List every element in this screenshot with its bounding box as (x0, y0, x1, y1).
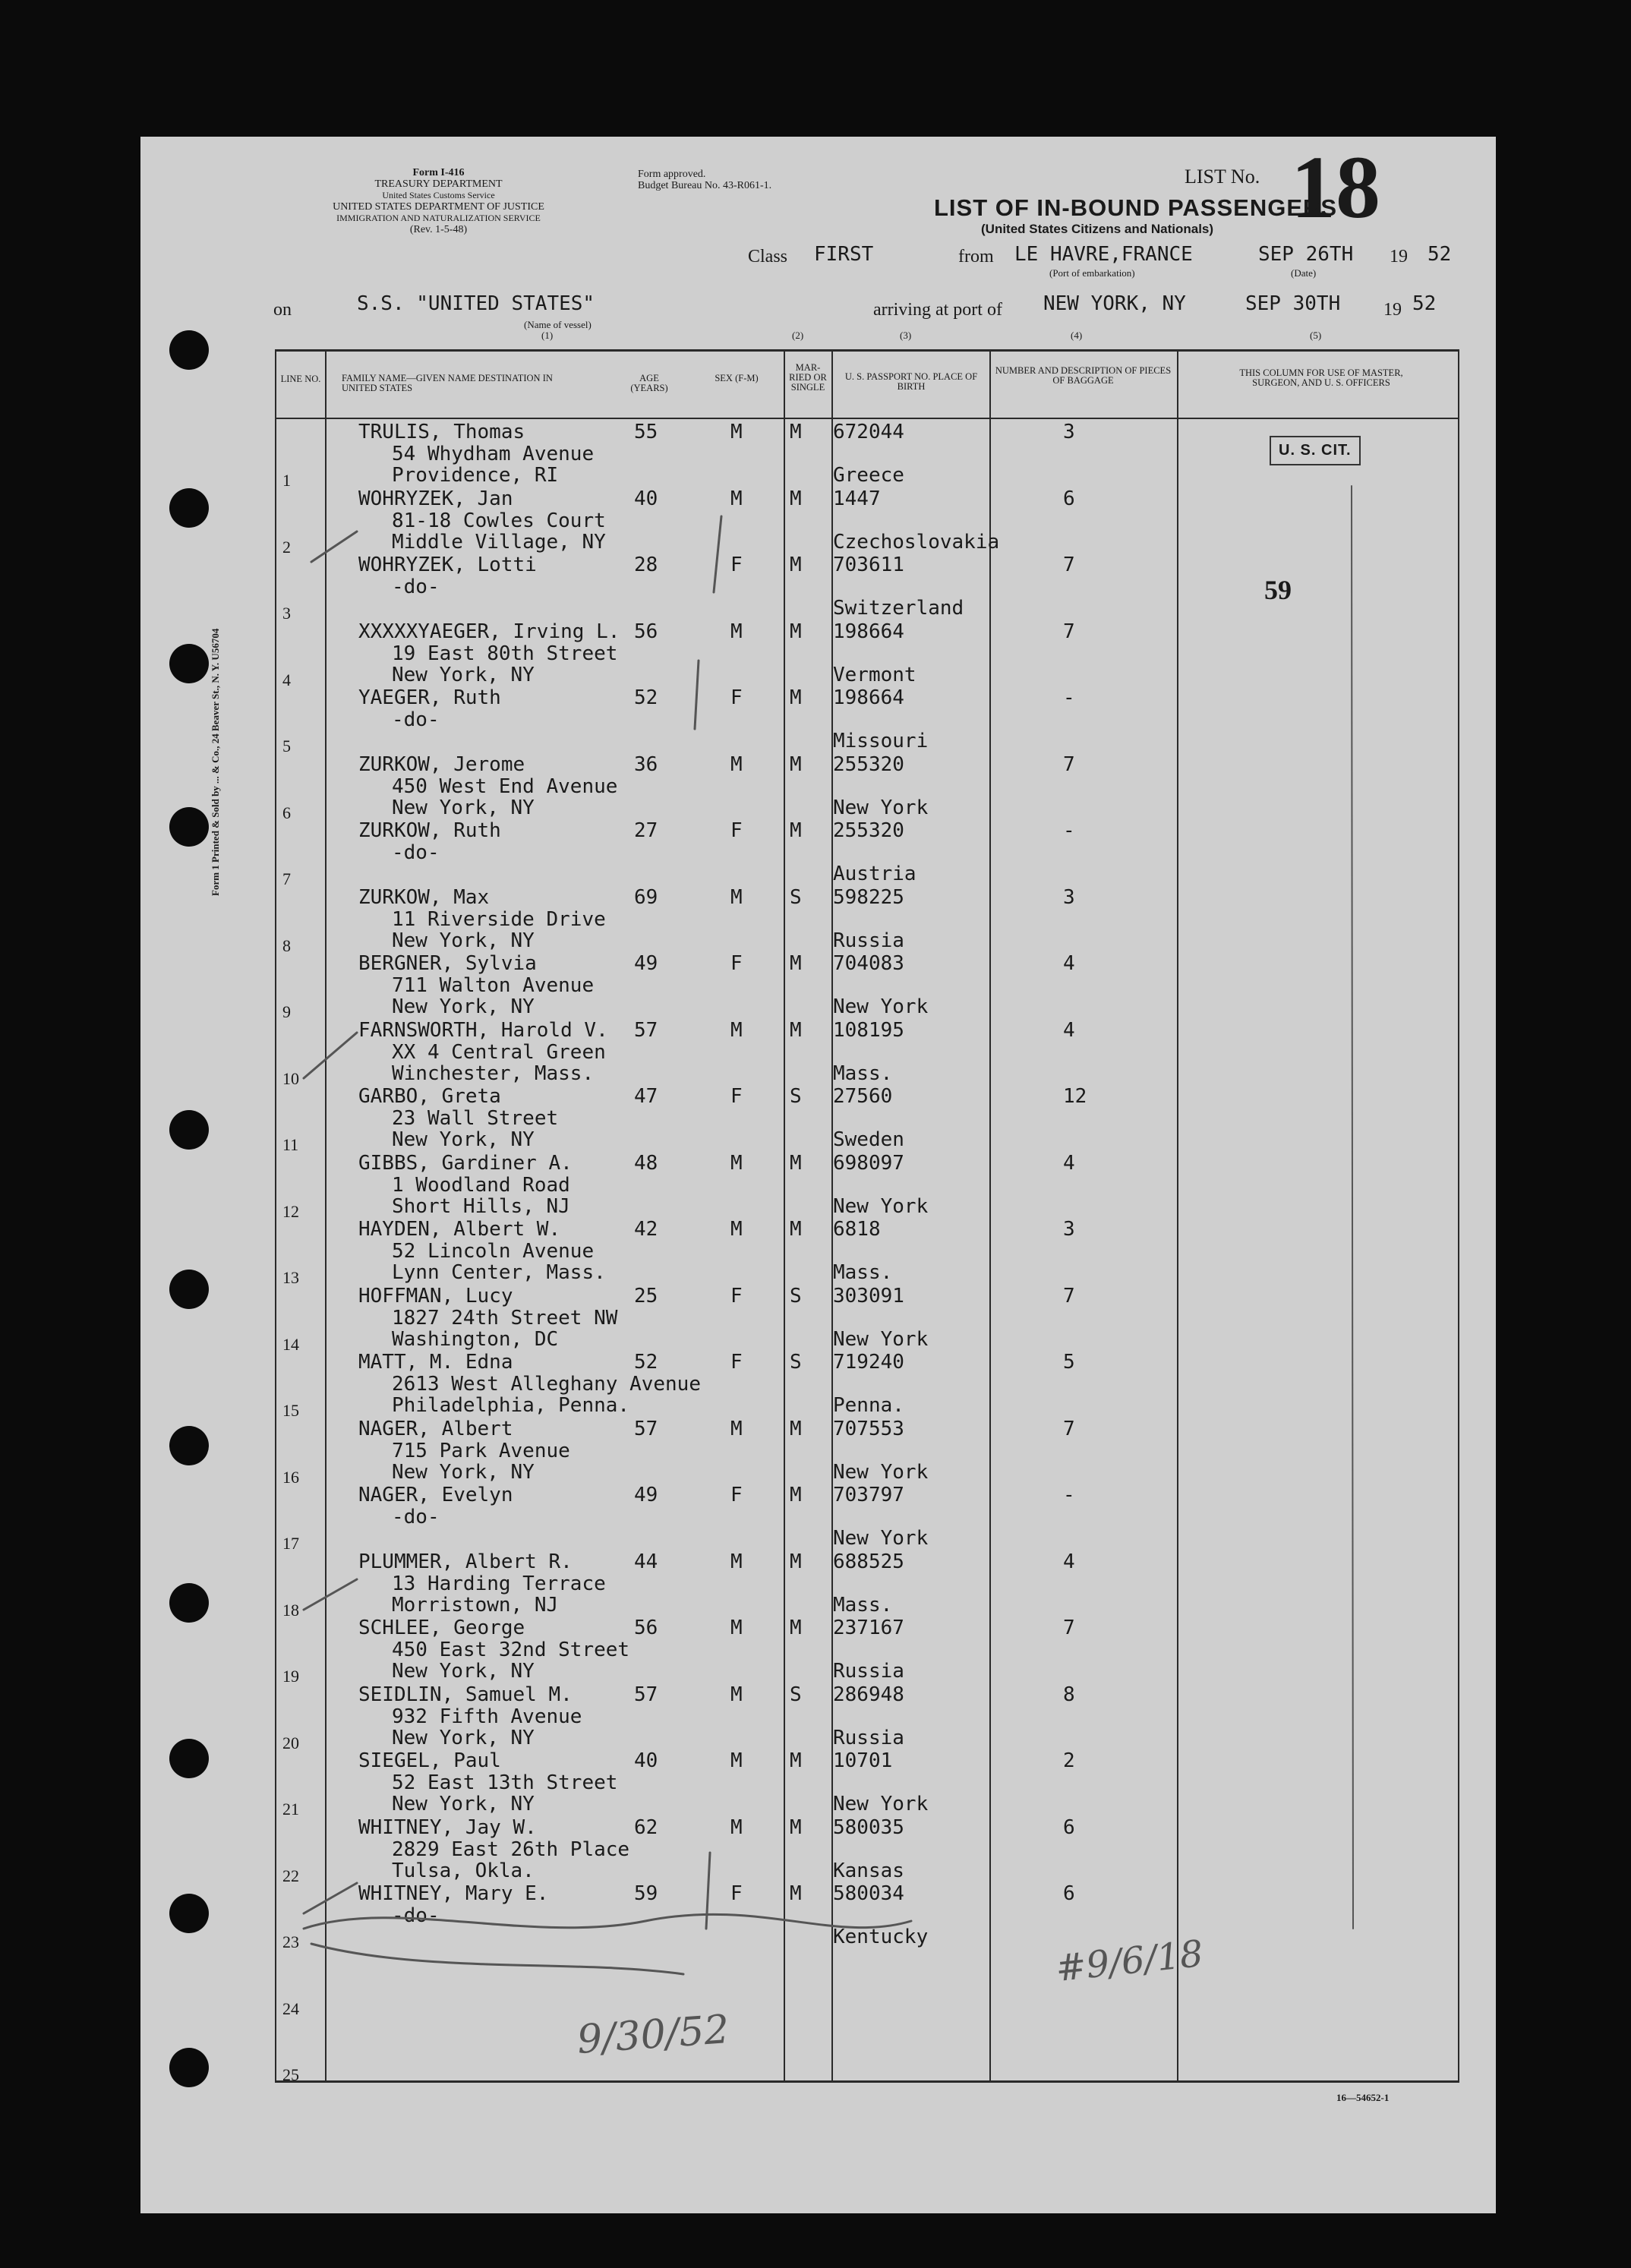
header-officers: THIS COLUMN FOR USE OF MASTER, SURGEON, AND U. S. OFFICERS (1239, 367, 1403, 388)
line-number: 22 (282, 1866, 299, 1885)
address-line-1: 13 Harding Terrace (392, 1572, 606, 1595)
marital-status: M (790, 819, 802, 842)
place-of-birth: Russia (833, 1660, 904, 1683)
passenger-count: 59 (1264, 575, 1292, 605)
header-age: AGE (YEARS) (630, 373, 668, 393)
passport-number: 255320 (833, 752, 904, 776)
header-passport: U. S. PASSPORT NO. PLACE OF BIRTH (844, 371, 978, 392)
baggage-count: 8 (1063, 1683, 1075, 1706)
check-mark (706, 1853, 710, 1929)
col-num-5: (5) (1310, 330, 1322, 341)
passenger-sex: M (730, 487, 743, 510)
baggage-count: 7 (1063, 554, 1075, 576)
address-line-1: 23 Wall Street (392, 1107, 559, 1130)
header-name: FAMILY NAME—GIVEN NAME DESTINATION IN UNITED STATES (342, 373, 553, 393)
passenger-age: 27 (634, 819, 658, 842)
marital-status: S (790, 1085, 802, 1108)
address-line-1: 52 Lincoln Avenue (392, 1240, 595, 1263)
marital-status: S (790, 1284, 802, 1307)
place-of-birth: Austria (833, 863, 916, 885)
passport-number: 704083 (833, 952, 904, 975)
passenger-name: TRULIS, Thomas (358, 421, 525, 443)
address-line-2: Morristown, NJ (392, 1593, 559, 1617)
passenger-name: SCHLEE, George (358, 1617, 525, 1639)
line-number: 3 (282, 604, 291, 623)
check-mark (304, 1033, 357, 1078)
col-num-2: (2) (792, 330, 804, 341)
line-number: 13 (282, 1268, 299, 1287)
marital-status: M (790, 1550, 802, 1573)
page-subtitle: (United States Citizens and Nationals) (981, 222, 1214, 236)
baggage-count: 5 (1063, 1351, 1075, 1374)
address-line-1: 19 East 80th Street (392, 642, 618, 665)
passenger-name: WOHRYZEK, Jan (358, 487, 513, 510)
baggage-count: 7 (1063, 1417, 1075, 1440)
footer-code: 16—54652-1 (1336, 2092, 1390, 2103)
passport-number: 108195 (833, 1018, 904, 1042)
line-number: 7 (282, 869, 291, 888)
handwritten-date: 9/30/52 (576, 2007, 731, 2063)
marital-status: M (790, 487, 802, 510)
line-number: 2 (282, 537, 291, 557)
passenger-sex: M (730, 1550, 743, 1573)
passenger-name: ZURKOW, Jerome (358, 752, 525, 776)
dept-treasury: TREASURY DEPARTMENT (374, 178, 503, 190)
address-line-1: 54 Whydham Avenue (392, 443, 595, 465)
passenger-name: YAEGER, Ruth (358, 686, 501, 709)
passenger-name: SIEGEL, Paul (358, 1749, 501, 1772)
marital-status: S (790, 1683, 802, 1706)
header-baggage: NUMBER AND DESCRIPTION OF PIECES OF BAGGAGE (995, 365, 1172, 386)
departure-year: 52 (1428, 243, 1452, 266)
arrival-port: NEW YORK, NY (1043, 292, 1186, 315)
port-note: (Port of embarkation) (1049, 267, 1135, 279)
passenger-sex: M (730, 1151, 743, 1175)
passenger-sex: M (730, 1815, 743, 1839)
arrival-date: SEP 30TH (1245, 292, 1341, 315)
vessel-name: S.S. "UNITED STATES" (357, 292, 595, 315)
passenger-age: 49 (634, 952, 658, 975)
address-line-2: Lynn Center, Mass. (392, 1261, 606, 1284)
passenger-name: PLUMMER, Albert R. (358, 1550, 573, 1573)
address-line-1: 2829 East 26th Place (392, 1837, 630, 1861)
year-prefix-2: 19 (1383, 300, 1402, 320)
check-mark (695, 661, 699, 729)
passenger-age: 57 (634, 1417, 658, 1440)
address-line-1: -do- (392, 1506, 440, 1528)
address-line-2: New York, NY (392, 995, 535, 1018)
baggage-count: 7 (1063, 1617, 1075, 1639)
place-of-birth: Mass. (833, 1061, 893, 1085)
passenger-name: NAGER, Albert (358, 1417, 513, 1440)
baggage-count: 12 (1063, 1085, 1087, 1108)
passenger-age: 40 (634, 487, 658, 510)
passenger-sex: M (730, 885, 743, 909)
passenger-name: FARNSWORTH, Harold V. (358, 1018, 608, 1042)
passenger-sex: M (730, 421, 743, 443)
marital-status: M (790, 1417, 802, 1440)
passenger-sex: F (730, 952, 743, 975)
class-label: Class (748, 247, 788, 267)
form-number: Form I-416 (412, 167, 465, 178)
marital-status: M (790, 554, 802, 576)
marital-status: M (790, 686, 802, 709)
passenger-sex: F (730, 1085, 743, 1108)
us-citizen-stamp: U. S. CIT. (1270, 436, 1361, 465)
line-number: 16 (282, 1467, 299, 1487)
line-number: 11 (282, 1135, 299, 1154)
baggage-count: - (1063, 819, 1075, 842)
address-line-1: 932 Fifth Avenue (392, 1705, 582, 1728)
baggage-count: - (1063, 1484, 1075, 1506)
marital-status: M (790, 1151, 802, 1175)
list-no-label: LIST No. (1185, 166, 1260, 188)
passport-number: 198664 (833, 620, 904, 643)
address-line-1: -do- (392, 708, 440, 731)
passenger-sex: M (730, 752, 743, 776)
marital-status: M (790, 752, 802, 776)
place-of-birth: New York (833, 1194, 929, 1218)
marital-status: M (790, 1218, 802, 1241)
address-line-1: 1827 24th Street NW (392, 1306, 618, 1330)
baggage-count: 4 (1063, 1550, 1075, 1573)
passport-number: 688525 (833, 1550, 904, 1573)
baggage-count: 6 (1063, 487, 1075, 510)
address-line-2: Short Hills, NJ (392, 1194, 570, 1218)
passenger-age: 59 (634, 1882, 658, 1905)
place-of-birth: Mass. (833, 1593, 893, 1617)
line-number: 18 (282, 1600, 299, 1620)
departure-date: SEP 26TH (1258, 243, 1354, 266)
address-line-1: 450 West End Avenue (392, 774, 618, 798)
marital-status: M (790, 1882, 802, 1905)
passenger-name: WOHRYZEK, Lotti (358, 554, 537, 576)
form-approved: Form approved. (638, 169, 706, 180)
passenger-age: 52 (634, 1351, 658, 1374)
handwritten-note: #9/6/18 (1053, 1932, 1206, 1991)
passenger-age: 42 (634, 1218, 658, 1241)
baggage-count: - (1063, 686, 1075, 709)
passport-number: 237167 (833, 1617, 904, 1639)
place-of-birth: Kentucky (833, 1926, 929, 1948)
marital-status: S (790, 1351, 802, 1374)
passenger-sex: M (730, 1617, 743, 1639)
marital-status: M (790, 1617, 802, 1639)
place-of-birth: New York (833, 995, 929, 1018)
address-line-2: Providence, RI (392, 464, 559, 487)
place-of-birth: Missouri (833, 730, 929, 752)
arriving-label: arriving at port of (873, 300, 1002, 320)
line-number: 12 (282, 1201, 299, 1221)
marital-status: M (790, 1484, 802, 1506)
marital-status: M (790, 1815, 802, 1839)
passenger-age: 44 (634, 1550, 658, 1573)
signature-stroke (304, 1914, 911, 1929)
address-line-1: 81-18 Cowles Court (392, 509, 606, 532)
passenger-name: GIBBS, Gardiner A. (358, 1151, 573, 1175)
address-line-2: Middle Village, NY (392, 530, 606, 554)
baggage-count: 2 (1063, 1749, 1075, 1772)
passport-number: 286948 (833, 1683, 904, 1706)
passenger-name: WHITNEY, Mary E. (358, 1882, 549, 1905)
passport-number: 672044 (833, 421, 904, 443)
line-number: 6 (282, 803, 291, 822)
printer-note: Form 1 Printed & Sold by ... & Co., 24 Beaver St., N. Y. U56704 (210, 628, 221, 896)
line-number: 24 (282, 1998, 299, 2018)
marital-status: M (790, 1749, 802, 1772)
line-number: 4 (282, 670, 291, 689)
place-of-birth: New York (833, 1460, 929, 1484)
place-of-birth: Mass. (833, 1261, 893, 1284)
line-number: 25 (282, 2065, 299, 2084)
passenger-age: 48 (634, 1151, 658, 1175)
address-line-1: 450 East 32nd Street (392, 1639, 630, 1661)
baggage-count: 4 (1063, 1151, 1075, 1175)
address-line-2: Tulsa, Okla. (392, 1859, 535, 1882)
line-number: 8 (282, 935, 291, 955)
passenger-age: 69 (634, 885, 658, 909)
passport-number: 10701 (833, 1749, 893, 1772)
passenger-name: ZURKOW, Ruth (358, 819, 501, 842)
marital-status: M (790, 620, 802, 643)
passport-number: 303091 (833, 1284, 904, 1307)
passenger-name: ZURKOW, Max (358, 885, 490, 909)
form-revision: (Rev. 1-5-48) (409, 224, 468, 235)
place-of-birth: New York (833, 1793, 929, 1815)
place-of-birth: Penna. (833, 1394, 904, 1417)
marital-status: M (790, 1018, 802, 1042)
line-number: 1 (282, 471, 291, 490)
passenger-age: 36 (634, 752, 658, 776)
budget-bureau: Budget Bureau No. 43-R061-1. (638, 180, 772, 191)
address-line-2: New York, NY (392, 1128, 535, 1151)
col-num-3: (3) (900, 330, 912, 341)
passport-number: 703611 (833, 554, 904, 576)
place-of-birth: New York (833, 1327, 929, 1351)
address-line-1: XX 4 Central Green (392, 1040, 606, 1064)
check-mark (304, 1579, 357, 1610)
page-title: LIST OF IN-BOUND PASSENGERS (934, 194, 1338, 221)
passenger-age: 25 (634, 1284, 658, 1307)
address-line-1: 11 Riverside Drive (392, 907, 606, 931)
passenger-sex: M (730, 1749, 743, 1772)
place-of-birth: Vermont (833, 663, 916, 686)
passenger-name: WHITNEY, Jay W. (358, 1815, 537, 1839)
passenger-sex: M (730, 1683, 743, 1706)
passenger-name: GARBO, Greta (358, 1085, 501, 1108)
passport-number: 255320 (833, 819, 904, 842)
passenger-name: MATT, M. Edna (358, 1351, 513, 1374)
baggage-count: 7 (1063, 620, 1075, 643)
passenger-sex: F (730, 1351, 743, 1374)
address-line-1: -do- (392, 576, 440, 598)
address-line-1: -do- (392, 841, 440, 864)
arrival-year: 52 (1412, 292, 1437, 315)
line-number: 19 (282, 1667, 299, 1686)
year-prefix: 19 (1390, 247, 1408, 267)
passenger-sex: M (730, 620, 743, 643)
from-label: from (958, 247, 994, 267)
address-line-2: New York, NY (392, 1793, 535, 1815)
dept-customs: United States Customs Service (382, 190, 495, 200)
place-of-birth: Kansas (833, 1859, 904, 1882)
address-line-2: New York, NY (392, 1660, 535, 1683)
class-value: FIRST (814, 243, 874, 266)
passport-number: 580034 (833, 1882, 904, 1905)
passenger-sex: M (730, 1018, 743, 1042)
address-line-1: 1 Woodland Road (392, 1173, 570, 1197)
passenger-name: HAYDEN, Albert W. (358, 1218, 561, 1241)
passenger-age: 55 (634, 421, 658, 443)
baggage-count: 7 (1063, 752, 1075, 776)
baggage-count: 3 (1063, 421, 1075, 443)
passenger-age: 57 (634, 1683, 658, 1706)
marital-status: M (790, 421, 802, 443)
passenger-sex: F (730, 819, 743, 842)
vertical-check-line (1352, 486, 1353, 1929)
signature-stroke (311, 1944, 683, 1974)
passenger-name: XXXXXYAEGER, Irving L. (358, 620, 620, 643)
address-line-2: New York, NY (392, 1460, 535, 1484)
address-line-2: New York, NY (392, 1726, 535, 1749)
line-number: 23 (282, 1932, 299, 1951)
passenger-name: HOFFMAN, Lucy (358, 1284, 513, 1307)
address-line-2: Philadelphia, Penna. (392, 1394, 630, 1417)
line-number: 5 (282, 737, 291, 755)
header-married: MAR-RIED OR SINGLE (789, 362, 827, 393)
passport-number: 6818 (833, 1218, 881, 1241)
passenger-name: SEIDLIN, Samuel M. (358, 1683, 573, 1706)
passenger-age: 57 (634, 1018, 658, 1042)
passenger-age: 52 (634, 686, 658, 709)
passenger-age: 62 (634, 1815, 658, 1839)
place-of-birth: Czechoslovakia (833, 530, 1000, 554)
passport-number: 27560 (833, 1085, 893, 1108)
baggage-count: 4 (1063, 952, 1075, 975)
vessel-note: (Name of vessel) (524, 319, 592, 330)
passenger-age: 28 (634, 554, 658, 576)
line-number: 17 (282, 1534, 299, 1553)
line-number: 10 (282, 1068, 299, 1088)
dept-justice: UNITED STATES DEPARTMENT OF JUSTICE (333, 201, 544, 213)
baggage-count: 4 (1063, 1018, 1075, 1042)
address-line-2: New York, NY (392, 663, 535, 686)
list-number: 18 (1291, 137, 1380, 237)
place-of-birth: Switzerland (833, 597, 964, 620)
line-number: 9 (282, 1002, 291, 1021)
marital-status: M (790, 952, 802, 975)
check-mark (714, 516, 721, 592)
baggage-count: 6 (1063, 1815, 1075, 1839)
passport-number: 598225 (833, 885, 904, 909)
place-of-birth: Greece (833, 464, 904, 487)
passport-number: 580035 (833, 1815, 904, 1839)
date-note: (Date) (1291, 267, 1317, 279)
passenger-sex: F (730, 1484, 743, 1506)
place-of-birth: Russia (833, 929, 904, 952)
place-of-birth: Sweden (833, 1128, 904, 1151)
baggage-count: 7 (1063, 1284, 1075, 1307)
line-number: 20 (282, 1733, 299, 1752)
port-of-embarkation: LE HAVRE,FRANCE (1014, 243, 1193, 266)
check-mark (311, 532, 357, 562)
address-line-1: 2613 West Alleghany Avenue (392, 1373, 701, 1396)
on-label: on (273, 300, 292, 320)
passenger-sex: M (730, 1218, 743, 1241)
passenger-sex: M (730, 1417, 743, 1440)
address-line-1: 52 East 13th Street (392, 1771, 618, 1794)
header-sex: SEX (F-M) (715, 373, 759, 383)
passport-number: 1447 (833, 487, 881, 510)
passport-number: 707553 (833, 1417, 904, 1440)
baggage-count: 3 (1063, 885, 1075, 909)
passenger-sex: F (730, 1882, 743, 1905)
passenger-age: 47 (634, 1085, 658, 1108)
baggage-count: 6 (1063, 1882, 1075, 1905)
passport-number: 703797 (833, 1484, 904, 1506)
place-of-birth: New York (833, 1527, 929, 1550)
vessel-col-num: (1) (541, 330, 554, 341)
line-number: 15 (282, 1401, 299, 1420)
baggage-count: 3 (1063, 1218, 1075, 1241)
place-of-birth: New York (833, 796, 929, 819)
passenger-age: 56 (634, 620, 658, 643)
passenger-age: 49 (634, 1484, 658, 1506)
place-of-birth: Russia (833, 1726, 904, 1749)
passport-number: 698097 (833, 1151, 904, 1175)
check-mark (304, 1883, 357, 1913)
passport-number: 719240 (833, 1351, 904, 1374)
address-line-1: 715 Park Avenue (392, 1439, 570, 1462)
line-number: 14 (282, 1334, 299, 1354)
passenger-name: NAGER, Evelyn (358, 1484, 513, 1506)
passenger-age: 56 (634, 1617, 658, 1639)
passenger-sex: F (730, 1284, 743, 1307)
passenger-age: 40 (634, 1749, 658, 1772)
dept-ins: IMMIGRATION AND NATURALIZATION SERVICE (336, 213, 541, 223)
address-line-2: Washington, DC (392, 1327, 559, 1351)
passenger-sex: F (730, 686, 743, 709)
address-line-1: -do- (392, 1904, 440, 1927)
header-line-no: LINE NO. (280, 374, 321, 384)
address-line-2: New York, NY (392, 929, 535, 952)
address-line-2: Winchester, Mass. (392, 1061, 595, 1085)
marital-status: S (790, 885, 802, 909)
address-line-1: 711 Walton Avenue (392, 974, 595, 997)
passenger-sex: F (730, 554, 743, 576)
address-line-2: New York, NY (392, 796, 535, 819)
passenger-name: BERGNER, Sylvia (358, 952, 537, 975)
passport-number: 198664 (833, 686, 904, 709)
line-number: 21 (282, 1800, 299, 1819)
col-num-4: (4) (1071, 330, 1083, 341)
